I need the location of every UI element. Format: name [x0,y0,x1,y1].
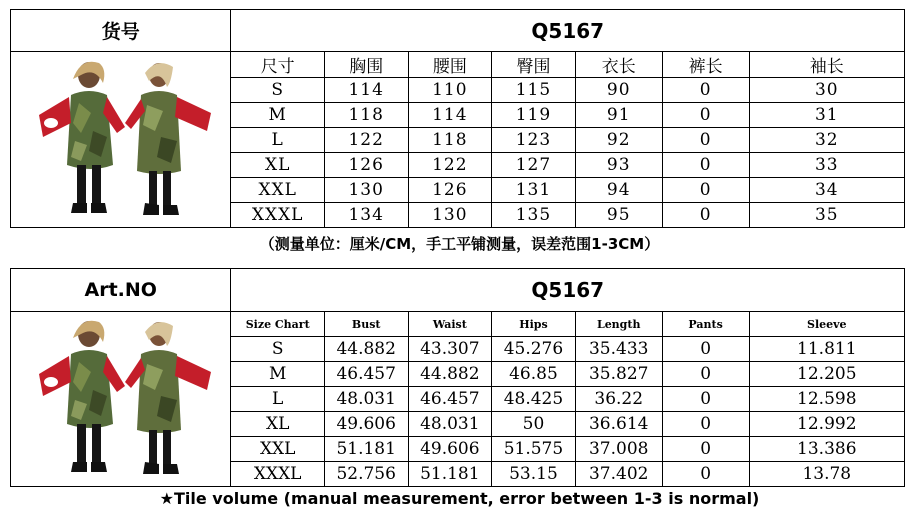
model-left [39,61,125,212]
cell: 43.307 [408,337,492,362]
cell: M [231,362,324,387]
cell: 46.457 [408,387,492,412]
cell: 51.181 [408,462,492,487]
cell: 49.606 [408,437,492,462]
cell: 48.425 [492,387,576,412]
col-header-hips: Hips [492,312,576,337]
cell: M [231,103,324,128]
cell: 95 [575,203,662,228]
measurement-note-en: ★Tile volume (manual measurement, error between 1-3 is normal) [159,489,760,508]
col-header-sleeve: Sleeve [749,312,904,337]
cell: 0 [662,153,749,178]
cell: XL [231,153,324,178]
cell: 0 [662,203,749,228]
measurement-note-cn: （测量单位：厘米/CM，手工平铺测量，误差范围1-3CM） [259,235,660,253]
cell: 51.575 [492,437,576,462]
cell: 119 [492,103,576,128]
cell: XXL [231,437,324,462]
cell: 0 [662,437,749,462]
cell: XXXL [231,203,324,228]
col-header-pants: 裤长 [662,52,749,78]
cell: 91 [575,103,662,128]
cell: 48.031 [324,387,408,412]
cell: 135 [492,203,576,228]
art-number-label: Art.NO [11,269,231,312]
cell: 37.402 [575,462,662,487]
cell: 31 [749,103,904,128]
cell: 33 [749,153,904,178]
cell: 92 [575,128,662,153]
cell: 0 [662,103,749,128]
cell: 35.433 [575,337,662,362]
cell: 0 [662,178,749,203]
cell: 51.181 [324,437,408,462]
col-header-pants: Pants [662,312,749,337]
cell: XXL [231,178,324,203]
col-header-bust: 胸围 [324,52,408,78]
product-photo [11,312,231,487]
cell: 46.457 [324,362,408,387]
cell: 130 [324,178,408,203]
cell: XL [231,412,324,437]
model-right [125,322,211,474]
cell: 0 [662,387,749,412]
cell: 35.827 [575,362,662,387]
cell: S [231,337,324,362]
cell: 50 [492,412,576,437]
art-code: Q5167 [231,269,905,312]
cell: 35 [749,203,904,228]
col-header-size: 尺寸 [231,52,324,78]
cell: 37.008 [575,437,662,462]
cell: 46.85 [492,362,576,387]
cell: 30 [749,78,904,103]
product-photo [11,52,231,228]
cell: 45.276 [492,337,576,362]
cell: 93 [575,153,662,178]
cell: 13.78 [749,462,904,487]
cell: 90 [575,78,662,103]
col-header-waist: 腰围 [408,52,492,78]
cell: 130 [408,203,492,228]
cell: 123 [492,128,576,153]
cell: 34 [749,178,904,203]
cell: S [231,78,324,103]
cell: XXXL [231,462,324,487]
item-code: Q5167 [231,10,905,52]
cell: 44.882 [408,362,492,387]
cell: 134 [324,203,408,228]
col-header-length: Length [575,312,662,337]
cell: 48.031 [408,412,492,437]
cell: 13.386 [749,437,904,462]
cell: 0 [662,362,749,387]
col-header-waist: Waist [408,312,492,337]
cell: 114 [324,78,408,103]
cell: 122 [324,128,408,153]
cell: 0 [662,337,749,362]
cell: L [231,128,324,153]
cell: 131 [492,178,576,203]
cell: 12.992 [749,412,904,437]
cell: 126 [408,178,492,203]
cell: 0 [662,412,749,437]
model-photo-image [21,53,221,223]
cell: L [231,387,324,412]
size-table-cn [10,9,905,228]
cell: 118 [324,103,408,128]
cell: 52.756 [324,462,408,487]
cell: 32 [749,128,904,153]
size-table-en [10,268,905,487]
model-left [39,321,125,472]
cell: 0 [662,462,749,487]
col-header-hips: 臀围 [492,52,576,78]
item-number-label: 货号 [11,10,231,52]
model-right [125,63,211,215]
cell: 114 [408,103,492,128]
cell: 44.882 [324,337,408,362]
col-header-length: 衣长 [575,52,662,78]
cell: 53.15 [492,462,576,487]
col-header-weight: 袖长 [749,52,904,78]
cell: 115 [492,78,576,103]
cell: 110 [408,78,492,103]
cell: 11.811 [749,337,904,362]
cell: 118 [408,128,492,153]
cell: 36.22 [575,387,662,412]
cell: 49.606 [324,412,408,437]
cell: 122 [408,153,492,178]
cell: 12.205 [749,362,904,387]
cell: 126 [324,153,408,178]
cell: 94 [575,178,662,203]
col-header-bust: Bust [324,312,408,337]
cell: 36.614 [575,412,662,437]
cell: 12.598 [749,387,904,412]
model-photo-image [21,312,221,482]
cell: 0 [662,78,749,103]
cell: 127 [492,153,576,178]
col-header-size-chart: Size Chart [231,312,324,337]
cell: 0 [662,128,749,153]
